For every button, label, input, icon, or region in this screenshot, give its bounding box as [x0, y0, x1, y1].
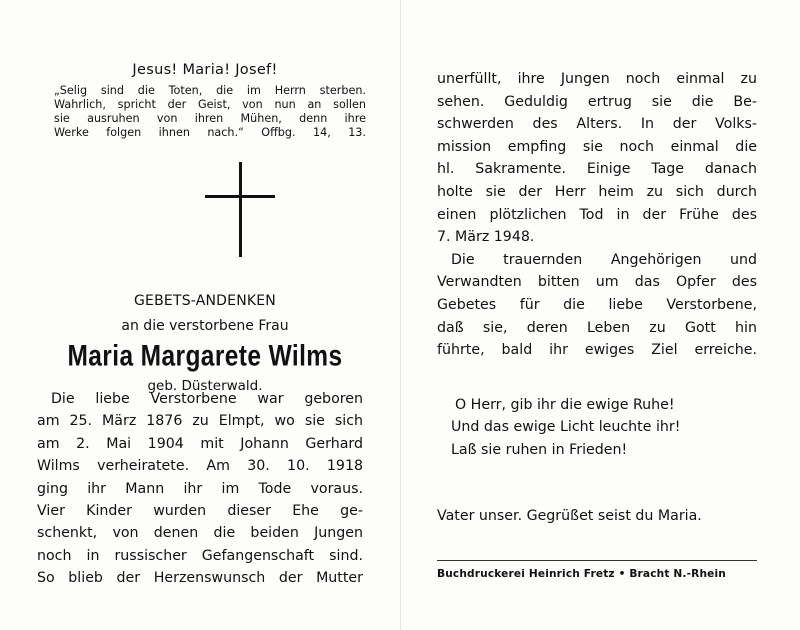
- heading: GEBETS-ANDENKEN: [134, 293, 276, 309]
- quote-line: „Selig sind die Toten, die im Herrn sterben.: [54, 84, 366, 97]
- biography-right: [437, 68, 757, 362]
- printer-imprint: Buchdruckerei Heinrich Fretz • Bracht N.-Rhein: [437, 568, 726, 580]
- text-line: Vier Kinder wurden dieser Ehe ge-: [37, 503, 363, 520]
- text-line: einen plötzlichen Tod in der Frühe des: [437, 206, 757, 223]
- text-line: unerfüllt, ihre Jungen noch einmal zu: [437, 71, 757, 87]
- text-line: So blieb der Herzenswunsch der Mutter: [37, 570, 363, 587]
- text-line: hl. Sakramente. Einige Tage danach: [437, 161, 757, 178]
- text-line: daß sie, deren Leben zu Gott hin: [437, 319, 757, 336]
- text-line: Wilms verheiratete. Am 30. 10. 1918: [37, 458, 363, 475]
- prayer-line: O Herr, gib ihr die ewige Ruhe!: [455, 397, 675, 413]
- text-line: Die trauernden Angehörigen und: [451, 251, 757, 268]
- subheading: an die verstorbene Frau: [121, 318, 289, 334]
- biography-left: [37, 388, 363, 590]
- text-line: sehen. Geduldig ertrug sie die Be-: [437, 93, 757, 110]
- closing-prayer: Vater unser. Gegrüßet seist du Maria.: [437, 508, 702, 524]
- text-line: führte, bald ihr ewiges Ziel erreiche.: [437, 342, 757, 359]
- text-line: mission empfing sie noch einmal die: [437, 138, 757, 155]
- text-line: ging ihr Mann ihr im Tode voraus.: [37, 480, 363, 497]
- deceased-name: Maria Margarete Wilms: [67, 340, 343, 373]
- text-line: holte sie der Herr heim zu sich durch: [437, 183, 757, 200]
- text-line: 7. März 1948.: [437, 229, 535, 246]
- text-line: Die liebe Verstorbene war geboren: [51, 391, 363, 407]
- cross-icon: [205, 162, 275, 257]
- text-line: noch in russischer Gefangenschaft sind.: [37, 547, 363, 564]
- left-panel: [40, 62, 370, 394]
- text-line: am 25. März 1876 zu Elmpt, wo sie sich: [37, 413, 363, 430]
- scripture-quote: [54, 84, 366, 140]
- prayer-line: Laß sie ruhen in Frieden!: [451, 441, 628, 458]
- quote-line: Werke folgen ihnen nach.“ Offbg. 14, 13.: [54, 126, 366, 139]
- prayer: [437, 394, 757, 461]
- invocation: Jesus! Maria! Josef!: [132, 62, 278, 78]
- text-line: schwerden des Alters. In der Volks-: [437, 116, 757, 133]
- text-line: am 2. Mai 1904 mit Johann Gerhard: [37, 435, 363, 452]
- fold-line: [400, 0, 401, 630]
- text-line: schenkt, von denen die beiden Jungen: [37, 525, 363, 542]
- quote-line: Wahrlich, spricht der Geist, von nun an sollen: [54, 98, 366, 111]
- divider: [437, 560, 757, 561]
- maiden-name: geb. Düsterwald.: [147, 378, 263, 394]
- quote-line: sie ausruhen von ihren Mühen, denn ihre: [54, 112, 366, 125]
- prayer-line: Und das ewige Licht leuchte ihr!: [451, 419, 681, 436]
- text-line: Verwandten bitten um das Opfer des: [437, 274, 757, 291]
- text-line: Gebetes für die liebe Verstorbene,: [437, 296, 757, 313]
